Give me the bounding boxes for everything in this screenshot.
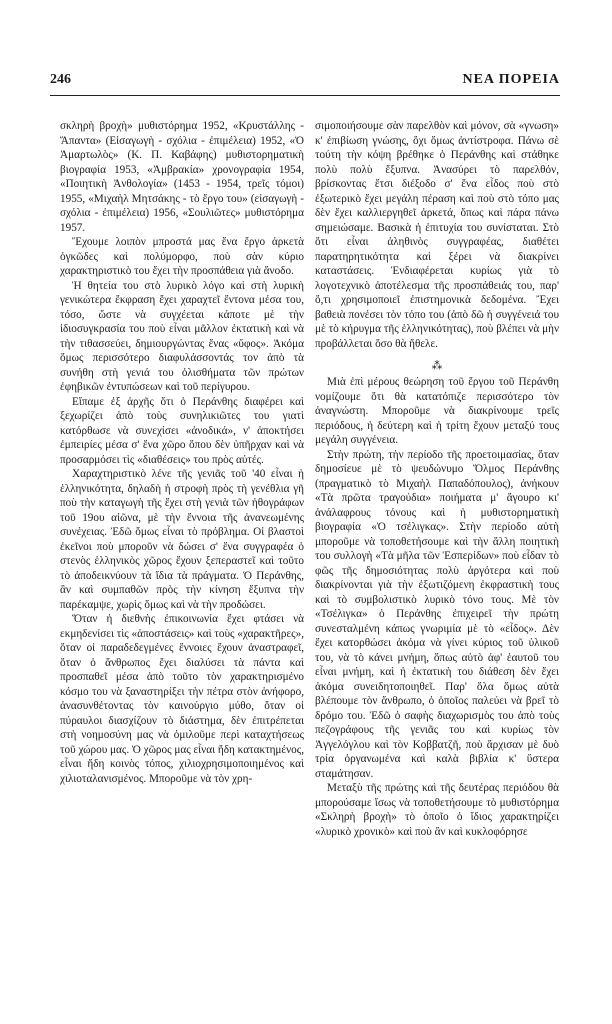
left-column (60, 119, 304, 786)
section-divider: ⁂ (431, 360, 443, 372)
page-number: 246 (50, 72, 71, 87)
journal-title: ΝΕΑ ΠΟΡΕΙΑ (462, 72, 560, 87)
page-header (50, 72, 560, 94)
paragraph: σκληρὴ βροχὴ» μυθιστόρημα 1952, «Κρυστάλλης - Ἅπαντα» (Εἰσαγωγὴ - σχόλια - ἐπιμέλεια) 1952, «Ὁ Ἁμαρτωλὸς» (Κ. Π. Καβάφης) μυθιστορηματικὴ βιογραφία 1953, «Ἀμβρακία» χρονογραφία 1954, «Ποιητικὴ Ἀνθολογία» (1453 - 1954, τρεῖς τόμοι) 1955, «Μιχαὴλ Μητσάκης - τὸ ἔργο του» (εἰσαγωγὴ - σχόλια - ἐπιμέλεια) 1956, «Σουλιῶτες» μυθιστόρημα 1957. (60, 120, 304, 234)
paragraph: Ὅταν ἡ διεθνὴς ἐπικοινωνία ἔχει φτάσει νὰ εκμηδενίσει τὶς «ἀποστάσεις» καὶ τοὺς «χαρακτῆρες», ὅταν οἱ παραδεδεγμένες ἔννοιες ἔχουν ἀναστραφεῖ, ὅταν ὁ ἄνθρωπος ἔχει διαλύσει τὰ πάντα καὶ προσπαθεῖ μέσα ἀπὸ τοῦτο τὸν χαρακτηρισμένο κόσμο του νὰ ξαναστηρίξει τὴν πέτρα στὸν ἀνήφορο, ἀνασυνθέτοντας τὸν καινούργιο μύθο, ὅταν οἱ πύραυλοι διασχίζουν τὸ διάστημα, δὲν ἐπιτρέπεται στὴ νοημοσύνη μας νὰ ὁμιλοῦμε περὶ καταχτήσεως τοῦ χώρου μας. Ὁ χῶρος μας εἶναι ἤδη κατακτημένος, εἶναι ἤδη κοινὸς τόπος, χιλιοχρησιμοποιημένος καὶ χιλιοταλανισμένος. Μποροῦμε νὰ τὸν χρη- (60, 613, 304, 785)
paragraph: Ἡ θητεία του στὸ λυρικὸ λόγο καὶ στὴ λυρικὴ γενικώτερα ἔκφραση ἔχει χαραχτεῖ ἔντονα μέσα του, τόσο, ὥστε νὰ συγχέεται κάποτε μὲ τὴν ἰδιοσυγκρασία του ποὺ εἶναι μᾶλλον ἐκτατικὴ καὶ νὰ τὴν τιθασσεύει, δημιουργώντας ἕνας «ὕφος». Ἀκόμα ὅμως περισσότερο διαφυλάσσοντάς τον ἀπὸ τὰ συνήθη στὴ γενιά του ὀλισθήματα τῶν πρώτων ἐφηβικῶν ἐντυπώσεων καὶ τοῦ περίγυρου. (60, 279, 304, 393)
paragraph: Μεταξὺ τῆς πρώτης καὶ τῆς δευτέρας περιόδου θὰ μπορούσαμε ἴσως νὰ τοποθετήσουμε τὸ μυθιστόρημα «Σκληρὴ βροχὴ» τὸ ὁποῖο ὁ ἴδιος χαρακτηρίζει «λυρικὸ χρονικὸ» καὶ ποὺ ἂν καὶ κυκλοφόρησε (315, 782, 559, 838)
paragraph: Μιὰ ἐπὶ μέρους θεώρηση τοῦ ἔργου τοῦ Περάνθη νομίζουμε ὅτι θὰ κατατόπιζε περισσότερο τὸν ἀναγνώστη. Μποροῦμε νὰ διακρίνουμε τρεῖς περιόδους, ἡ δεύτερη καὶ ἡ τρίτη ἔχουν μεταξύ τους μεγάλη συγγένεια. (315, 376, 559, 446)
paragraph: Εἴπαμε ἐξ ἀρχῆς ὅτι ὁ Περάνθης διαφέρει καὶ ξεχωρίζει ἀπὸ τοὺς συνηλικιῶτες του γιατὶ κατόρθωσε νὰ συνεχίσει «ἀνοδικά», ν' ἀποκτήσει ἐμπειρίες μέσα σ' ἕνα χῶρο ὅπου δὲν ὑπῆρχαν καὶ νὰ προσαρμόσει τὶς «διαθέσεις» του πρὸς αὐτές. (60, 395, 304, 466)
paragraph: σιμοποιήσουμε σὰν παρελθὸν καὶ μόνον, σὰ «γνωση» κ' ἐπιβίωση γνώσης, ὄχι ὅμως ἀντίστροφα. Πάνω σὲ τούτη τὴν κόψη βρέθηκε ὁ Περάνθης καὶ στάθηκε πολὺ πολὺ ἔξυπνα. Ἀνασύρει τὸ παρελθόν, βρίσκοντας ἔτσι διέξοδο σ' ἕνα εἶδος ποὺ στὸ ἐξωτερικὸ ἔχει μεγάλη πέραση καὶ ποὺ στὸ τόπο μας δὲν ἔχει καλλιεργηθεῖ ἀρκετά, ὅπως καὶ πάρα πάνω σημειώσαμε. Βασικὰ ἡ ἐπιτυχία του συνίσταται. Στὸ ὅτι εἶναι ἀληθινὸς συγγραφέας, διαθέτει παρατηρητικότητα καὶ ξέρει νὰ διακρίνει καταστάσεις. Ἐνδιαφέρεται κυρίως γιὰ τὸ λογοτεχνικὸ ἀποτέλεσμα τῆς προσπάθειάς του, παρ' ὅ,τι χρησιμοποιεῖ ἐπιστημονικὰ δεδομένα. Ἔχει βαθειὰ πονέσει τὸν τόπο του (ἀπὸ δῶ ἡ συγγένειά του μὲ τὸ κήρυγμα τῆς ἑλληνικότητας), ποὺ βλέπει νὰ μὴν προβάλλεται ὅσο θὰ ἤθελε. (315, 120, 559, 350)
paragraph: Στὴν πρώτη, τὴν περίοδο τῆς προετοιμασίας, ὅταν δημοσίευε μὲ τὸ ψευδώνυμο Ὄλμος Περάνθης (πραγματικὸ τὸ Μιχαὴλ Παπαδόπουλος), ἀνήκουν «Τὰ πρῶτα τραγούδια» ποιήματα μ' ἄγουρο κι' ἀνάλαφρους τόνους καὶ ἡ μυθιστορηματικὴ βιογραφία «Ὁ τσέλιγκας». Στὴν περίοδο αὐτὴ μποροῦμε νὰ τοποθετήσουμε καὶ τὴν ἄλλη ποιητικὴ του συλλογὴ «Τὰ μῆλα τῶν Ἑσπερίδων» ποὺ εἶδαν τὸ φῶς τῆς δημοσιότητας πολὺ ἀργότερα καὶ ποὺ διακρίνονται γιὰ τὴν ἐξωτιζόμενη ἐκφραστικὴ τους καὶ τὸ συμβολιστικὸ λυρικὸ τόνο τους. Μὲ τὸν «Τσέλιγκα» ὁ Περάνθης ἐπιχειρεῖ τὴν πρώτη συνεσταλμένη κάπως γνωριμία μὲ τὸ «εἶδος». Δὲν ἔχει κατορθώσει ἀκόμα νὰ γίνει κύριος τοῦ ὑλικοῦ του, νὰ τὸ κάνει μνήμη, ὅπως αὐτὸ ἀφ' ἑαυτοῦ του εἶναι μνήμη, καὶ ἡ ἐκτατικὴ του διάθεση δὲν ἔχει ἀκόμα συνειδητοποιηθεῖ. Παρ' ὅλα ὅμως αὐτὰ βλέπουμε τὸν ἄνθρωπο, ὁ ὁποῖος παλεύει νὰ βρεῖ τὸ δρόμο του. Ἐδῶ ὁ σαφὴς διαχωρισμὸς του ἀπὸ τοὺς πεζογράφους τῆς γενιᾶς του καὶ κυρίως τὸν Ἀγγελόγλου καὶ τὸν Κοββατζῆ, ποὺ ἄρχισαν μὲ δυὸ τρία ὀργανωμένα καὶ καλὰ βιβλία κ' ὕστερα σταμάτησαν. (315, 448, 559, 780)
right-column (315, 119, 559, 839)
header-rule (50, 95, 560, 96)
paragraph: Ἔχουμε λοιπὸν μπροστά μας ἕνα ἔργο ἀρκετὰ ὀγκῶδες καὶ πολύμορφο, ποὺ σὰν κύριο χαρακτηριστικὸ του ἔχει τὴν προσπάθεια γιὰ ἄνοδο. (60, 236, 304, 277)
paragraph: Χαραχτηριστικὸ λένε τῆς γενιᾶς τοῦ '40 εἶναι ἡ ἑλληνικότητα, δηλαδὴ ἡ στροφὴ πρὸς τὴ γενέθλια γῆ ποὺ τὴν καταγωγὴ τῆς ἔχει στὴ γενιὰ τῶν ἠθογράφων τοῦ 19ου αἰῶνα, μὲ τὴν ἔννοια τῆς ἀνανεωμένης συνέχειας. Ἐδῶ ὅμως εἶναι τὸ πρόβλημα. Οἱ βλαστοὶ ἐκεῖνοι ποὺ μποροῦν νὰ δώσει σ' ἕνα συγγραφέα ὁ στενὸς ἑλληνικὸς χῶρος ἔχουν ξεπεραστεῖ καὶ τοῦτο τὸ ἀποδεικνύουν τὰ ἴδια τὰ πράγματα. Ὁ Περάνθης, ἂν καὶ συμπαθῶν πρὸς τὴν κίνηση ἔξυπνα τὴν παρέκαμψε, χωρὶς ὅμως καὶ νὰ τὴν προδώσει. (60, 468, 304, 611)
